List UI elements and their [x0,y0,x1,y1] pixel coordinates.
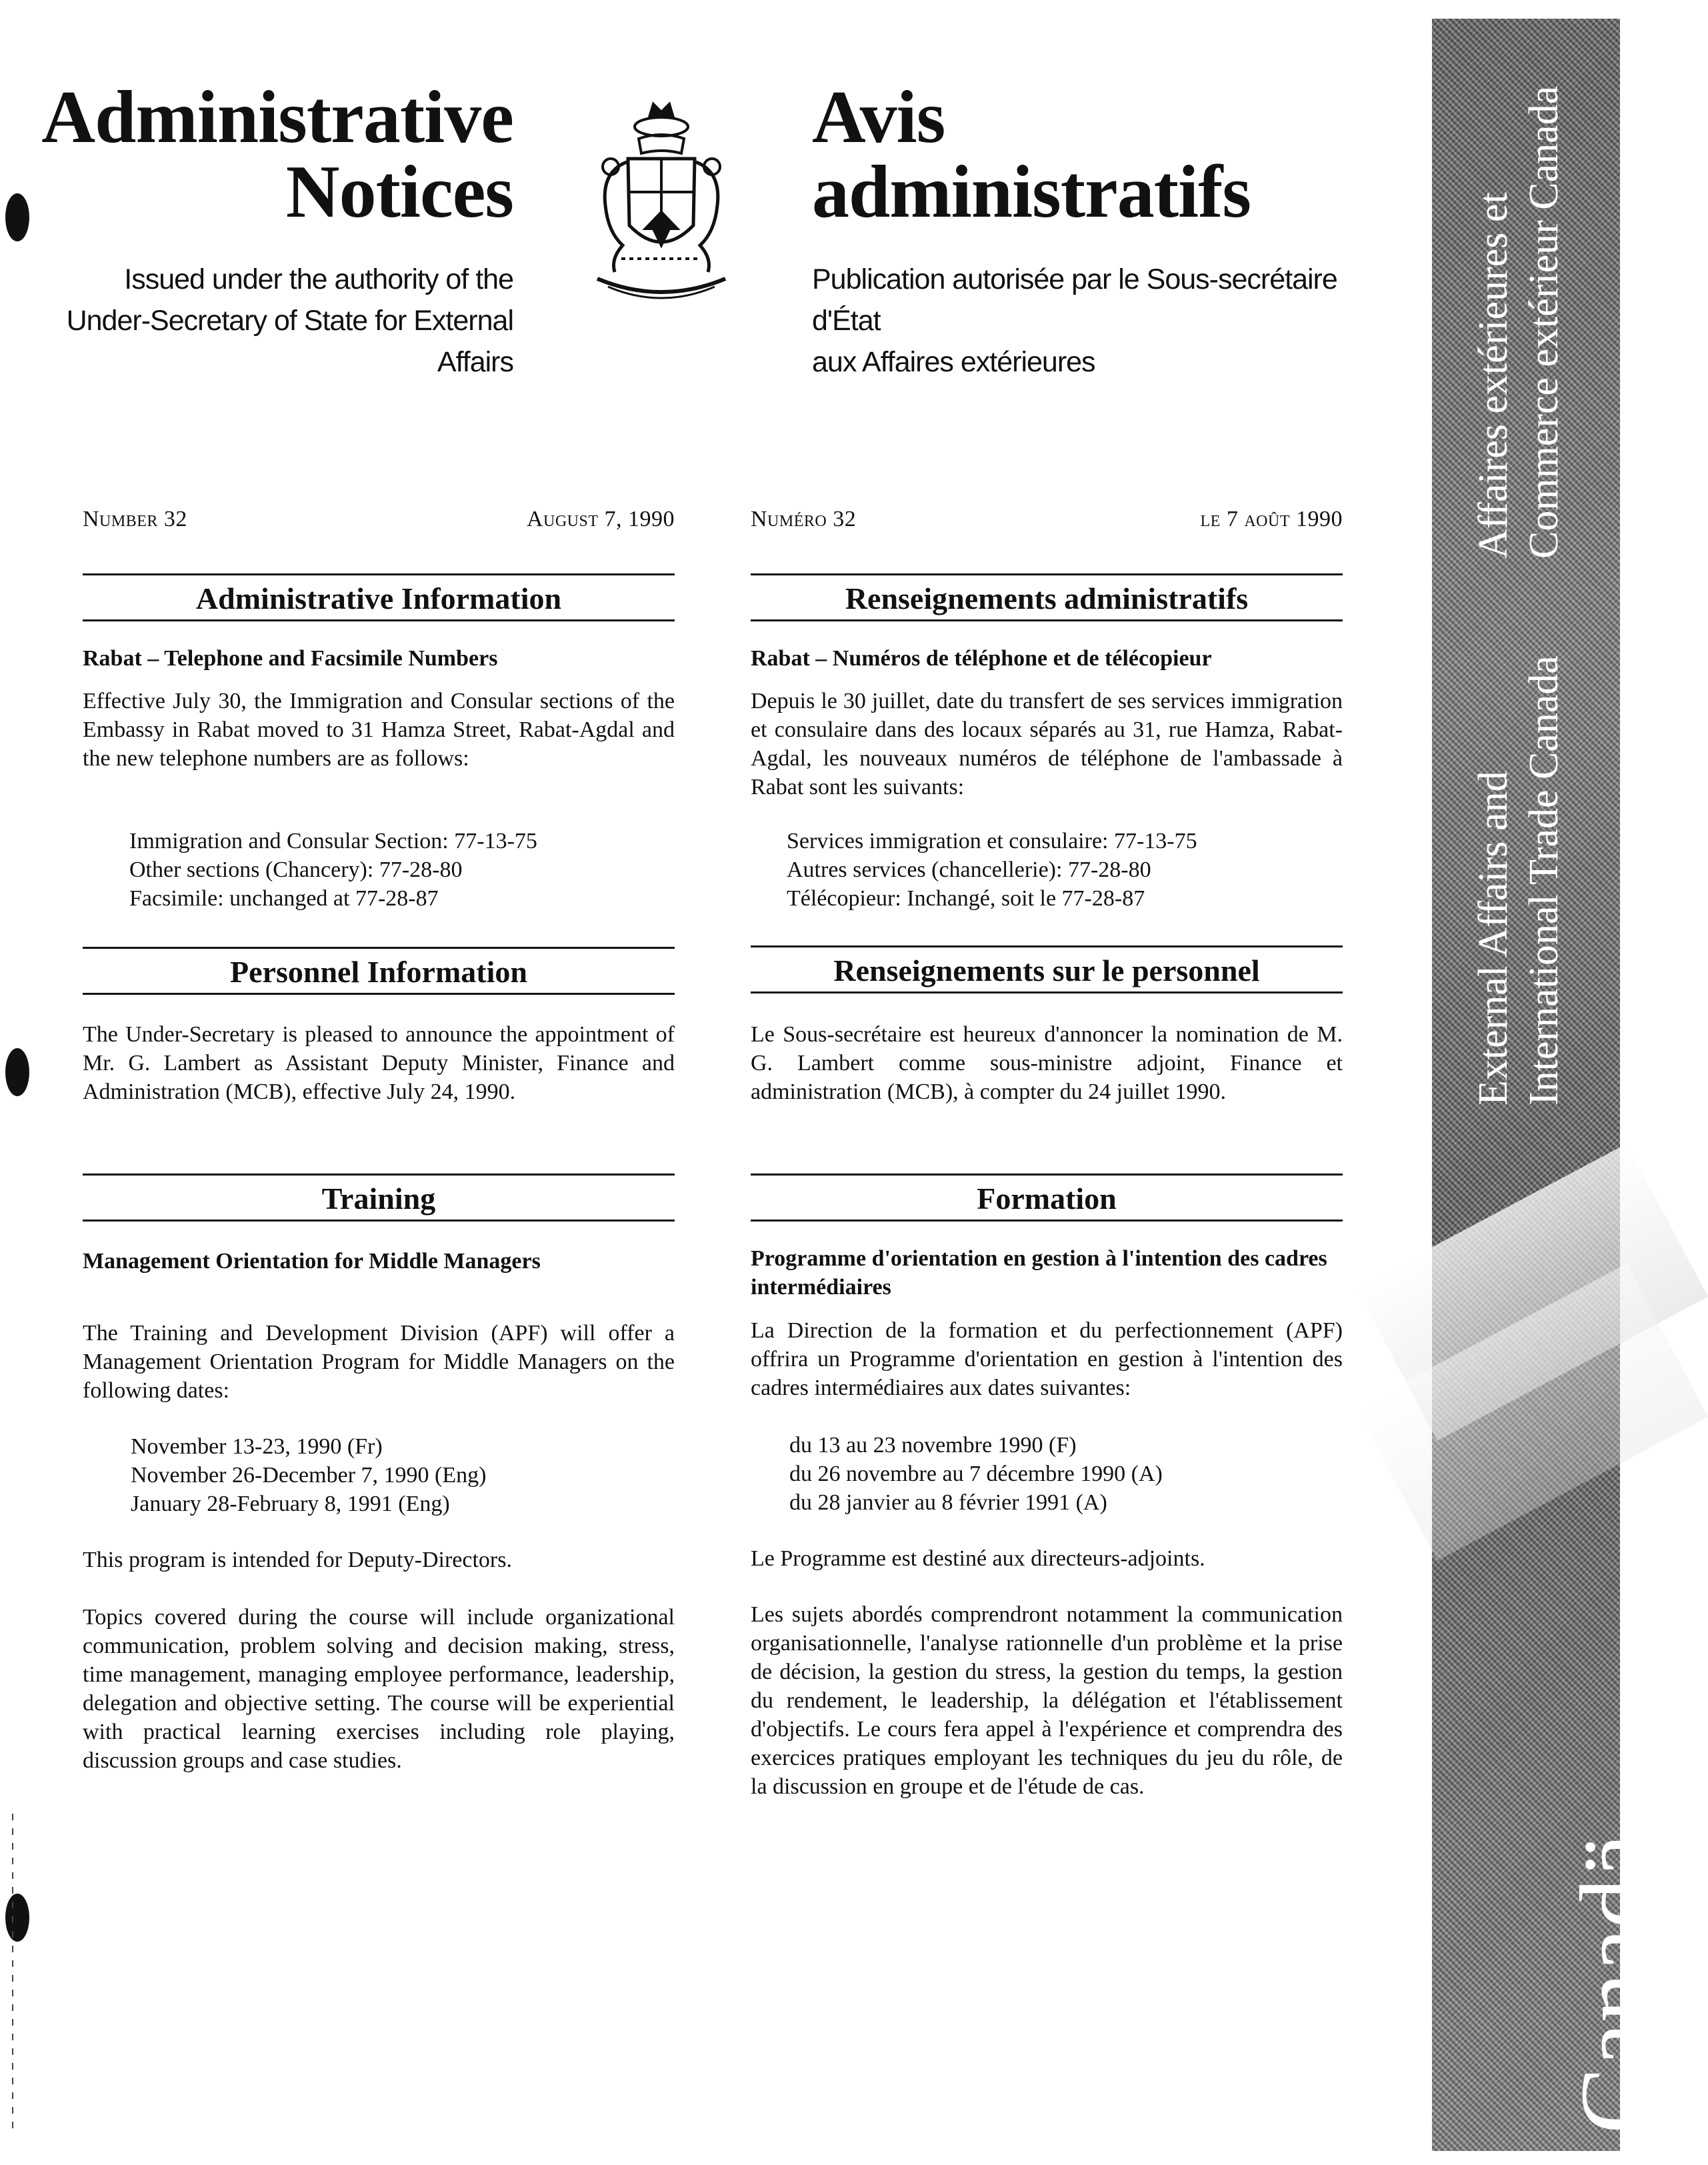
subheading-rabat-english: Rabat – Telephone and Facsimile Numbers [83,646,498,671]
canada-wordmark-text: Canadä [1560,1834,1671,2134]
masthead-subtitle-french-line1: Publication autorisée par le Sous-secrétaire d'État [812,263,1337,337]
subheading-training-english: Management Orientation for Middle Managers [83,1249,541,1274]
list-item: du 13 au 23 novembre 1990 (F) [789,1433,1077,1458]
paragraph-training-audience-english: This program is intended for Deputy-Directors. [83,1548,512,1572]
masthead-subtitle-french-line2: aux Affaires extérieures [812,346,1095,378]
punch-hole-middle [5,1048,29,1096]
issue-date-french: le 7 août 1990 [1200,507,1343,531]
section-heading-training: Training [83,1174,675,1222]
issue-line-english [83,507,675,537]
banner-line-1: External Affairs and [1471,771,1516,1106]
canada-wordmark [1432,1774,1671,2147]
list-item: du 28 janvier au 8 février 1991 (A) [789,1490,1107,1515]
masthead-title-french [812,76,1412,233]
list-item: November 13-23, 1990 (Fr) [131,1434,383,1459]
masthead-title-english-line1: Administrative [41,76,513,159]
list-item: du 26 novembre au 7 décembre 1990 (A) [789,1462,1163,1486]
list-item: January 28-February 8, 1991 (Eng) [131,1492,450,1516]
list-item: Télécopieur: Inchangé, soit le 77-28-87 [787,886,1145,911]
section-heading-admin-info: Administrative Information [83,573,675,621]
list-item: Facsimile: unchanged at 77-28-87 [129,886,439,911]
masthead-title-english [20,76,513,233]
section-heading-personnel-info: Personnel Information [83,947,675,995]
list-rabat-numbers-french [787,827,1197,913]
punch-hole-bottom [5,1894,29,1942]
subheading-training-french: Programme d'orientation en gestion à l'intention des cadres intermédiaires [751,1246,1327,1300]
list-item: Other sections (Chancery): 77-28-80 [129,857,463,882]
list-training-dates-french [789,1431,1163,1517]
banner-line-3: Affaires extérieures et [1471,192,1516,559]
coat-of-arms-icon [581,92,741,312]
list-training-dates-english [131,1432,486,1518]
section-heading-formation: Formation [751,1174,1343,1222]
margin-dashes [12,1814,13,2134]
masthead-title-french-line2: administratifs [812,151,1251,233]
section-heading-renseignements-personnel: Renseignements sur le personnel [751,945,1343,993]
paragraph-rabat-french: Depuis le 30 juillet, date du transfert de ses services immigration et consulaire dans des locaux séparés au 31, rue Hamza, Rabat-Agdal, les nouveaux numéros de téléphone de l'ambassade à Rabat sont les suivants: [751,689,1343,799]
issue-line-french [751,507,1343,537]
section-heading-renseignements-admin: Renseignements administratifs [751,573,1343,621]
banner-ministry-text [1433,39,1619,1106]
masthead-subtitle-english-line1: Issued under the authority of the [124,263,513,295]
paragraph-personnel-english: The Under-Secretary is pleased to announce the appointment of Mr. G. Lambert as Assistant Deputy Minister, Finance and Administration (MCB), effective July 24, 1990. [83,1022,675,1104]
list-item: Immigration and Consular Section: 77-13-75 [129,829,537,853]
banner-line-4: Commerce extérieur Canada [1521,85,1567,559]
paragraph-training-intro-french: La Direction de la formation et du perfectionnement (APF) offrira un Programme d'orientation en gestion à l'intention des cadres intermédiaires aux dates suivantes: [751,1318,1343,1400]
masthead-subtitle-english-line2: Under-Secretary of State for External Affairs [66,305,513,378]
paragraph-training-topics-english: Topics covered during the course will include organizational communication, problem solving and decision making, stress, time management, managing employee performance, leadership, delegation and objective setting. The course will be experiential with practical learning exercises including role playing, discussion groups and case studies. [83,1605,675,1773]
subheading-rabat-french: Rabat – Numéros de téléphone et de télécopieur [751,646,1212,671]
issue-number-english: Number 32 [83,507,187,531]
issue-number-french: Numéro 32 [751,507,857,531]
paragraph-training-intro-english: The Training and Development Division (APF) will offer a Management Orientation Program for Middle Managers on the following dates: [83,1321,675,1403]
list-rabat-numbers-english [129,827,537,913]
masthead-subtitle-english [20,259,513,383]
list-item: Services immigration et consulaire: 77-13-75 [787,829,1197,853]
masthead-title-english-line2: Notices [285,151,513,233]
masthead-subtitle-french [812,259,1412,383]
issue-date-english: August 7, 1990 [526,507,675,531]
list-item: November 26-December 7, 1990 (Eng) [131,1463,487,1488]
paragraph-training-topics-french: Les sujets abordés comprendront notamment la communication organisationnelle, l'analyse rationnelle d'un problème et la prise de décision, la gestion du stress, la gestion du temps, la gestion du rendement, le leadership, la délégation et l'établissement d'objectifs. Le cours fera appel à l'expérience et comprendra des exercices pratiques employant les techniques du jeu du rôle, de la discussion en groupe et de l'étude de cas. [751,1602,1343,1799]
list-item: Autres services (chancellerie): 77-28-80 [787,857,1151,882]
masthead-title-french-line1: Avis [812,76,945,159]
paragraph-training-audience-french: Le Programme est destiné aux directeurs-adjoints. [751,1546,1205,1571]
paragraph-personnel-french: Le Sous-secrétaire est heureux d'annoncer la nomination de M. G. Lambert comme sous-ministre adjoint, Finance et administration (MCB), à compter du 24 juillet 1990. [751,1022,1343,1104]
paragraph-rabat-english: Effective July 30, the Immigration and Consular sections of the Embassy in Rabat moved to 31 Hamza Street, Rabat-Agdal and the new telephone numbers are as follows: [83,689,675,771]
banner-line-2: International Trade Canada [1521,655,1567,1106]
